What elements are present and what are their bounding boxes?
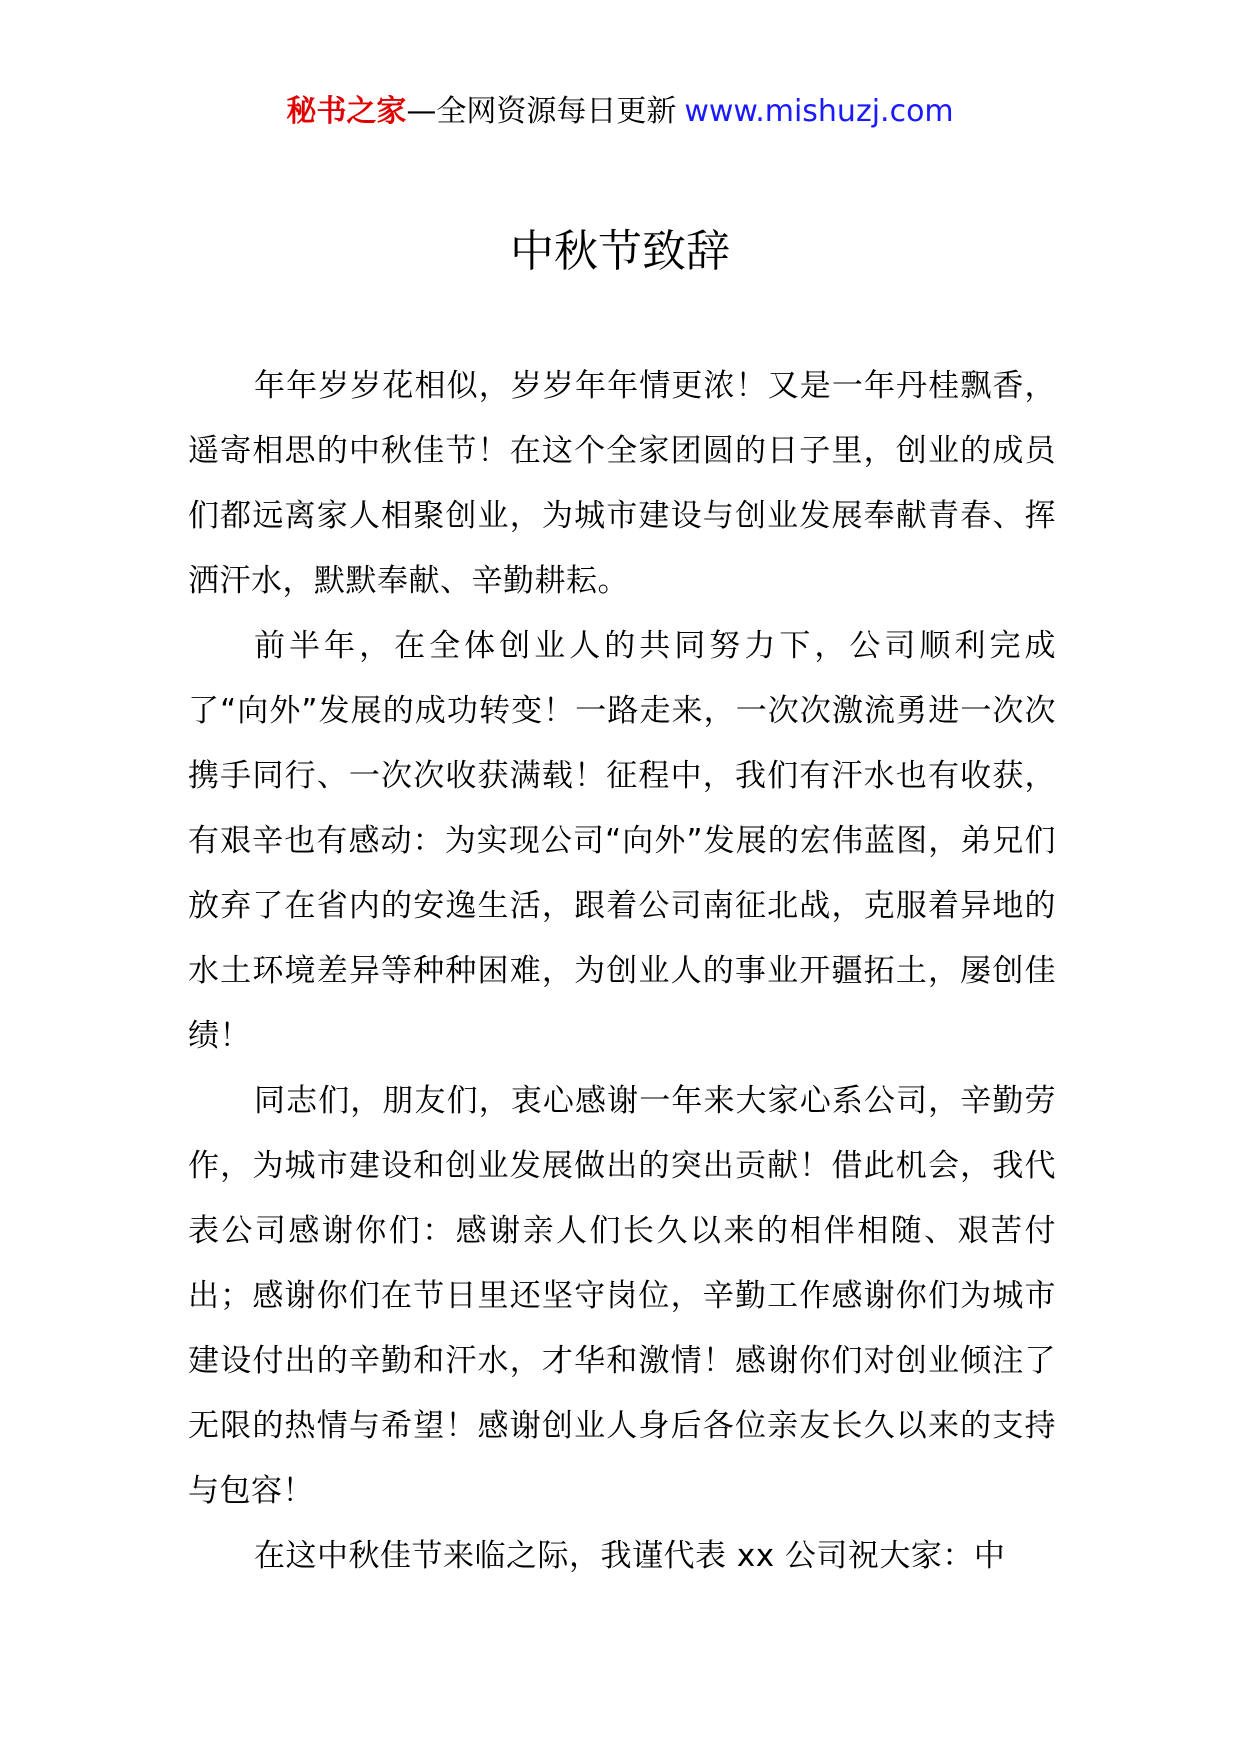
paragraph-4: 在这中秋佳节来临之际，我谨代表 xx 公司祝大家：中 xyxy=(254,1538,1006,1574)
document-body xyxy=(188,354,1056,1589)
site-brand: 秘书之家 xyxy=(286,94,407,129)
paragraph-2: 前半年，在全体创业人的共同努力下，公司顺利完成了“向外”发展的成功转变！一路走来，一次次激流勇进一次次携手同行、一次次收获满载！征程中，我们有汗水也有收获，有艰辛也有感动：为实现公司“向外”发展的宏伟蓝图，弟兄们放弃了在省内的安逸生活，跟着公司南征北战，克服着异地的水土环境差异等种种困难，为创业人的事业开疆拓土，屡创佳绩！ xyxy=(188,628,1056,1054)
document-title: 中秋节致辞 xyxy=(510,226,730,277)
site-tagline: —全网资源每日更新 xyxy=(406,94,677,129)
site-url-link[interactable]: www.mishuzj.com xyxy=(684,94,954,129)
paragraph-1: 年年岁岁花相似，岁岁年年情更浓！又是一年丹桂飘香，遥寄相思的中秋佳节！在这个全家团圆的日子里，创业的成员们都远离家人相聚创业，为城市建设与创业发展奉献青春、挥洒汗水，默默奉献、辛勤耕耘。 xyxy=(188,368,1056,599)
paragraph-3: 同志们，朋友们，衷心感谢一年来大家心系公司，辛勤劳作，为城市建设和创业发展做出的突出贡献！借此机会，我代表公司感谢你们：感谢亲人们长久以来的相伴相随、艰苦付出；感谢你们在节日里还坚守岗位，辛勤工作感谢你们为城市建设付出的辛勤和汗水，才华和激情！感谢你们对创业倾注了无限的热情与希望！感谢创业人身后各位亲友长久以来的支持与包容！ xyxy=(188,1083,1056,1509)
site-header xyxy=(0,92,1240,132)
